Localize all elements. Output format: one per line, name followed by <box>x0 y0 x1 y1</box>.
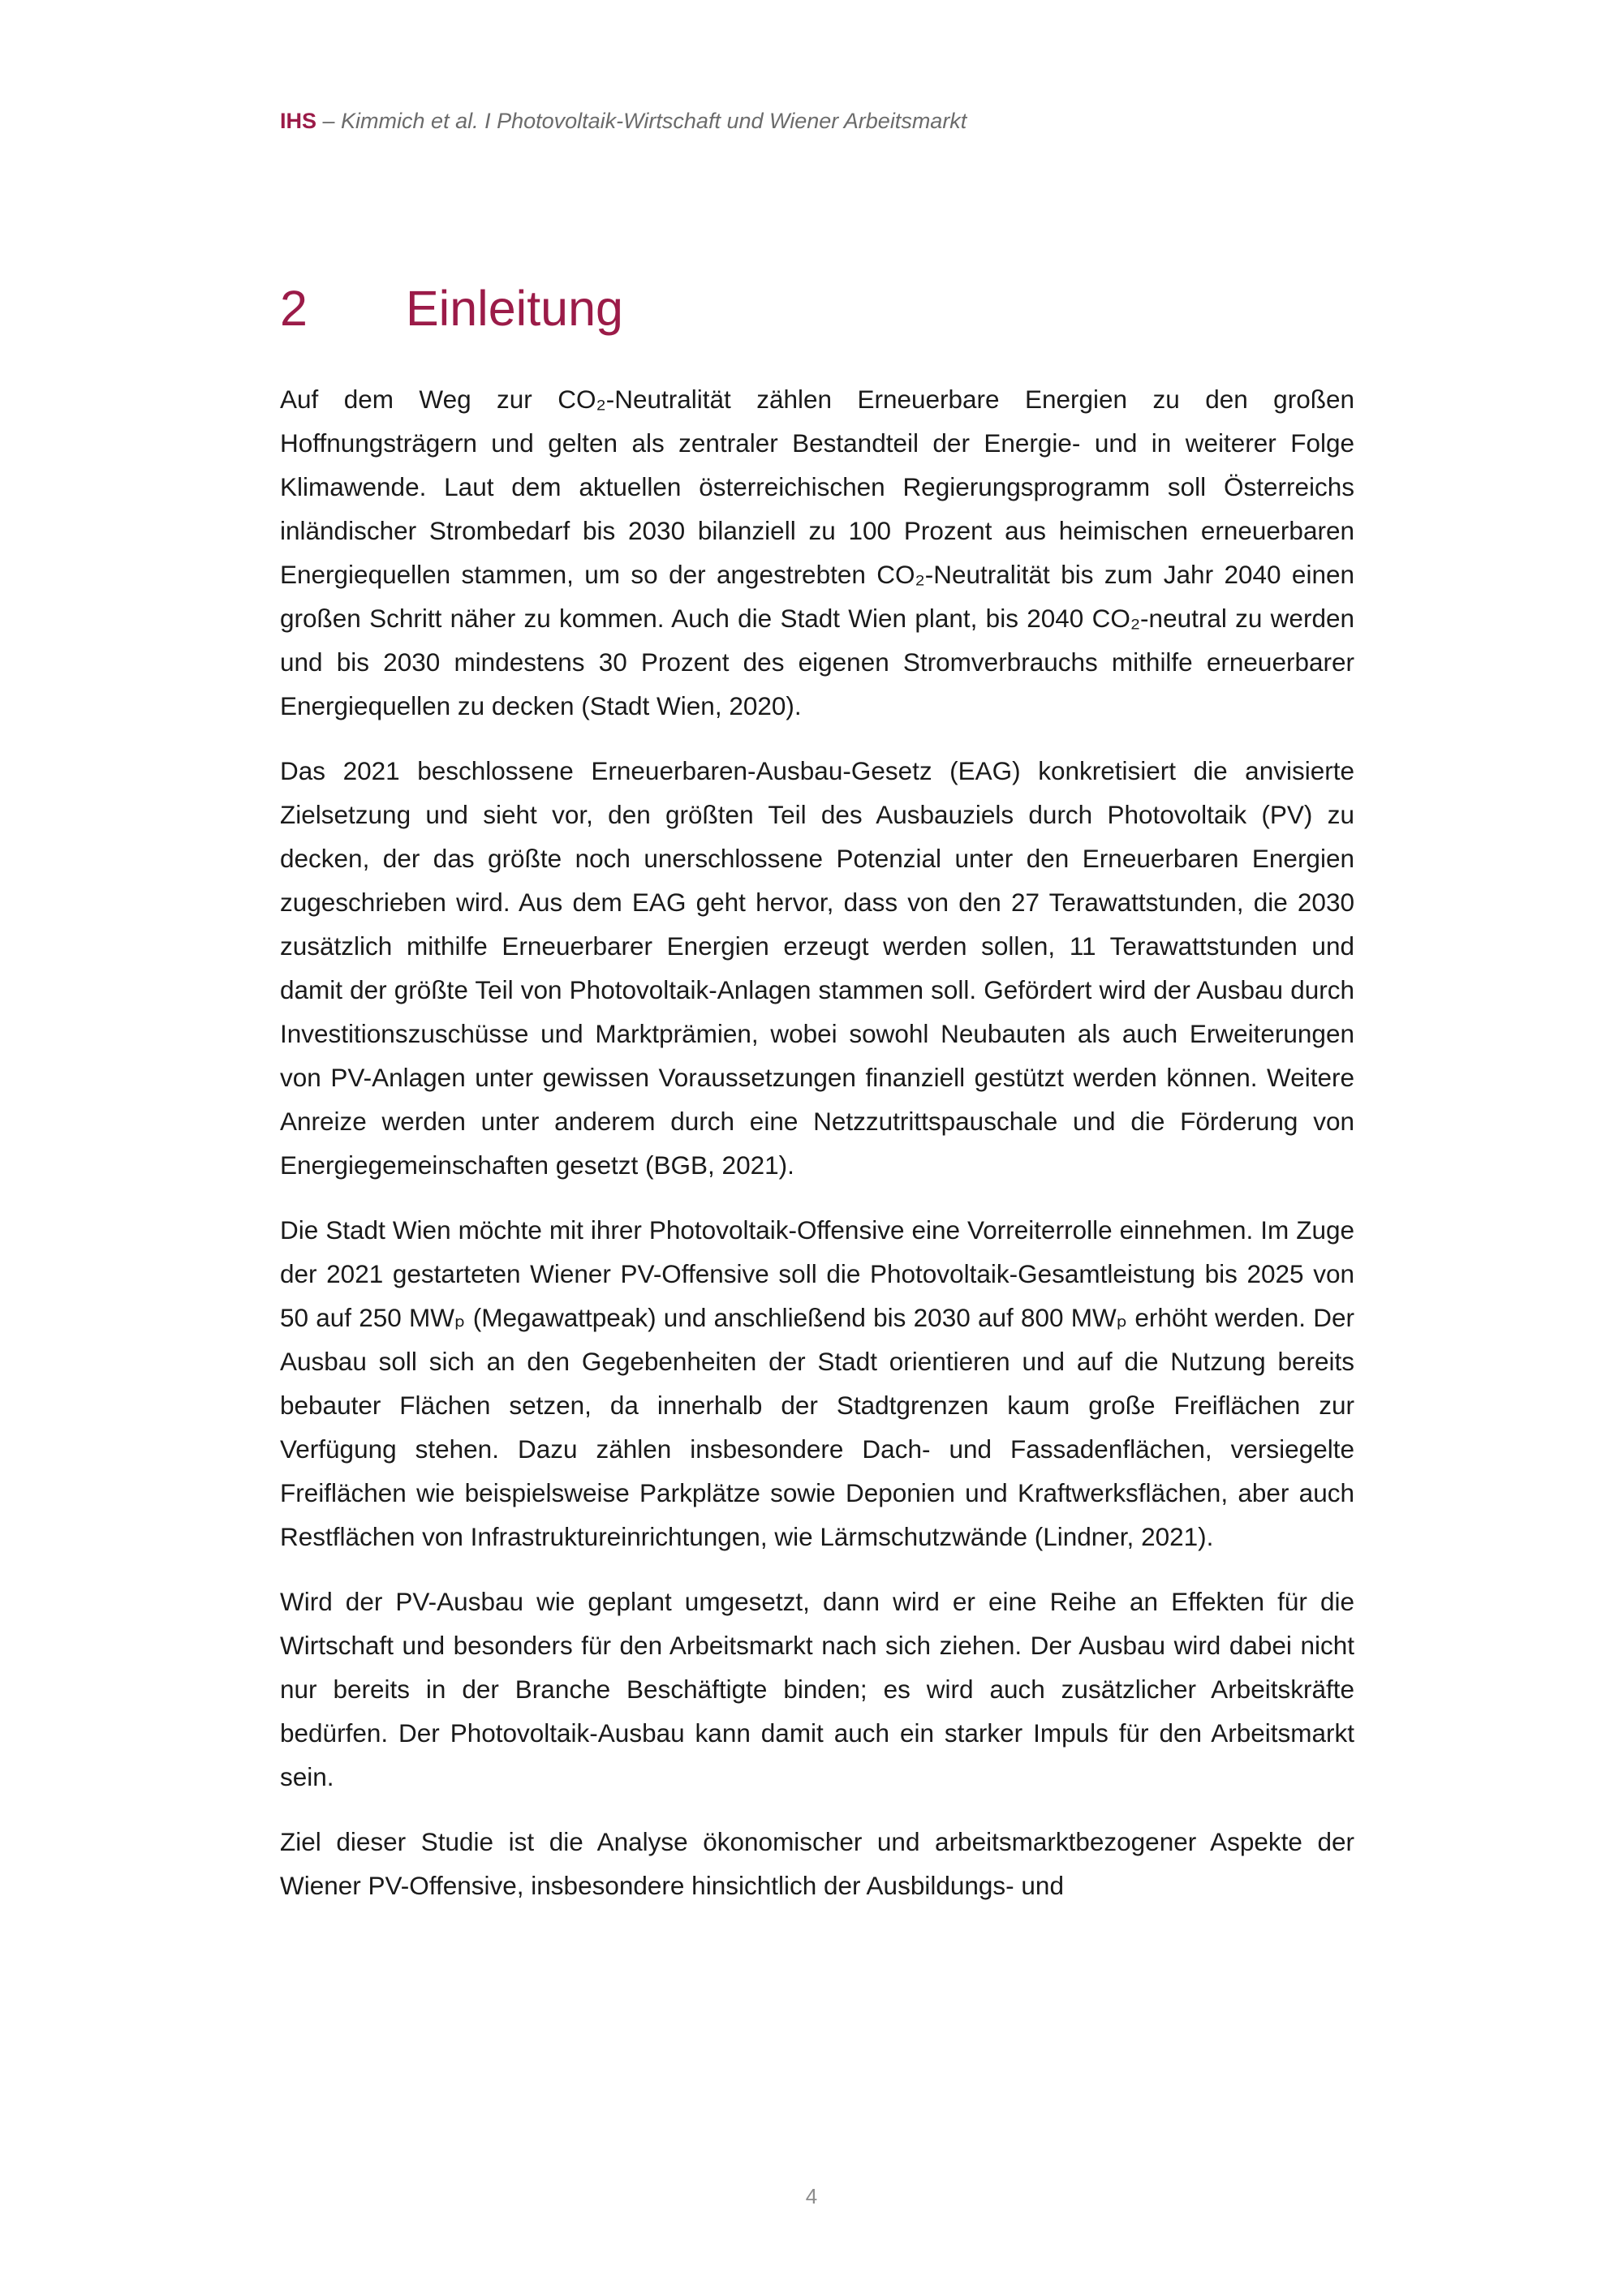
page-number: 4 <box>805 2184 818 2208</box>
paragraph-5: Ziel dieser Studie ist die Analyse ökonomischer und arbeitsmarktbezogener Aspekte der Wiener PV-Offensive, insbesondere hinsichtlich der Ausbildungs- und <box>280 1827 1354 1900</box>
section-title: Einleitung <box>406 281 623 336</box>
header-separator: – <box>316 109 342 133</box>
paragraph-2: Das 2021 beschlossene Erneuerbaren-Ausbau-Gesetz (EAG) konkretisiert die anvisierte Zielsetzung und sieht vor, den größten Teil des Ausbauziels durch Photovoltaik (PV) zu decken, der das größte noch unerschlossene Potenzial unter den Erneuerbaren Energien zugeschrieben wird. Aus dem EAG geht hervor, dass von den 27 Terawattstunden, die 2030 zusätzlich mithilfe Erneuerbarer Energien erzeugt werden sollen, 11 Terawattstunden und damit der größte Teil von Photovoltaik-Anlagen stammen soll. Gefördert wird der Ausbau durch Investitionszuschüsse und Marktprämien, wobei sowohl Neubauten als auch Erweiterungen von PV-Anlagen unter gewissen Voraussetzungen finanziell gestützt werden können. Weitere Anreize werden unter anderem durch eine Netzzutrittspauschale und die Förderung von Energiegemeinschaften gesetzt (BGB, 2021). <box>280 756 1354 1180</box>
header-title: Kimmich et al. I Photovoltaik-Wirtschaft und Wiener Arbeitsmarkt <box>341 109 967 133</box>
paragraph-4: Wird der PV-Ausbau wie geplant umgesetzt, dann wird er eine Reihe an Effekten für die Wirtschaft und besonders für den Arbeitsmarkt nach sich ziehen. Der Ausbau wird dabei nicht nur bereits in der Branche Beschäftigte binden; es wird auch zusätzlicher Arbeitskräfte bedürfen. Der Photovoltaik-Ausbau kann damit auch ein starker Impuls für den Arbeitsmarkt sein. <box>280 1587 1354 1791</box>
running-header <box>280 109 966 134</box>
paragraph-3: Die Stadt Wien möchte mit ihrer Photovoltaik-Offensive eine Vorreiterrolle einnehmen. Im Zuge der 2021 gestarteten Wiener PV-Offensive soll die Photovoltaik-Gesamtleistung bis 2025 von 50 auf 250 MWₚ (Megawattpeak) und anschließend bis 2030 auf 800 MWₚ erhöht werden. Der Ausbau soll sich an den Gegebenheiten der Stadt orientieren und auf die Nutzung bereits bebauter Flächen setzen, da innerhalb der Stadtgrenzen kaum große Freiflächen zur Verfügung stehen. Dazu zählen insbesondere Dach- und Fassadenflächen, versiegelte Freiflächen wie beispielsweise Parkplätze sowie Deponien und Kraftwerksflächen, aber auch Restflächen von Infrastruktureinrichtungen, wie Lärmschutzwände (Lindner, 2021). <box>280 1215 1354 1551</box>
section-number: 2 <box>280 281 308 336</box>
header-org: IHS <box>280 109 317 133</box>
body-text <box>280 377 1354 1928</box>
section-heading <box>280 279 623 338</box>
paragraph-1: Auf dem Weg zur CO₂-Neutralität zählen Erneuerbare Energien zu den großen Hoffnungsträgern und gelten als zentraler Bestandteil der Energie- und in weiterer Folge Klimawende. Laut dem aktuellen österreichischen Regierungsprogramm soll Österreichs inländischer Strombedarf bis 2030 bilanziell zu 100 Prozent aus heimischen erneuerbaren Energiequellen stammen, um so der angestrebten CO₂-Neutralität bis zum Jahr 2040 einen großen Schritt näher zu kommen. Auch die Stadt Wien plant, bis 2040 CO₂-neutral zu werden und bis 2030 mindestens 30 Prozent des eigenen Stromverbrauchs mithilfe erneuerbarer Energiequellen zu decken (Stadt Wien, 2020). <box>280 385 1354 720</box>
